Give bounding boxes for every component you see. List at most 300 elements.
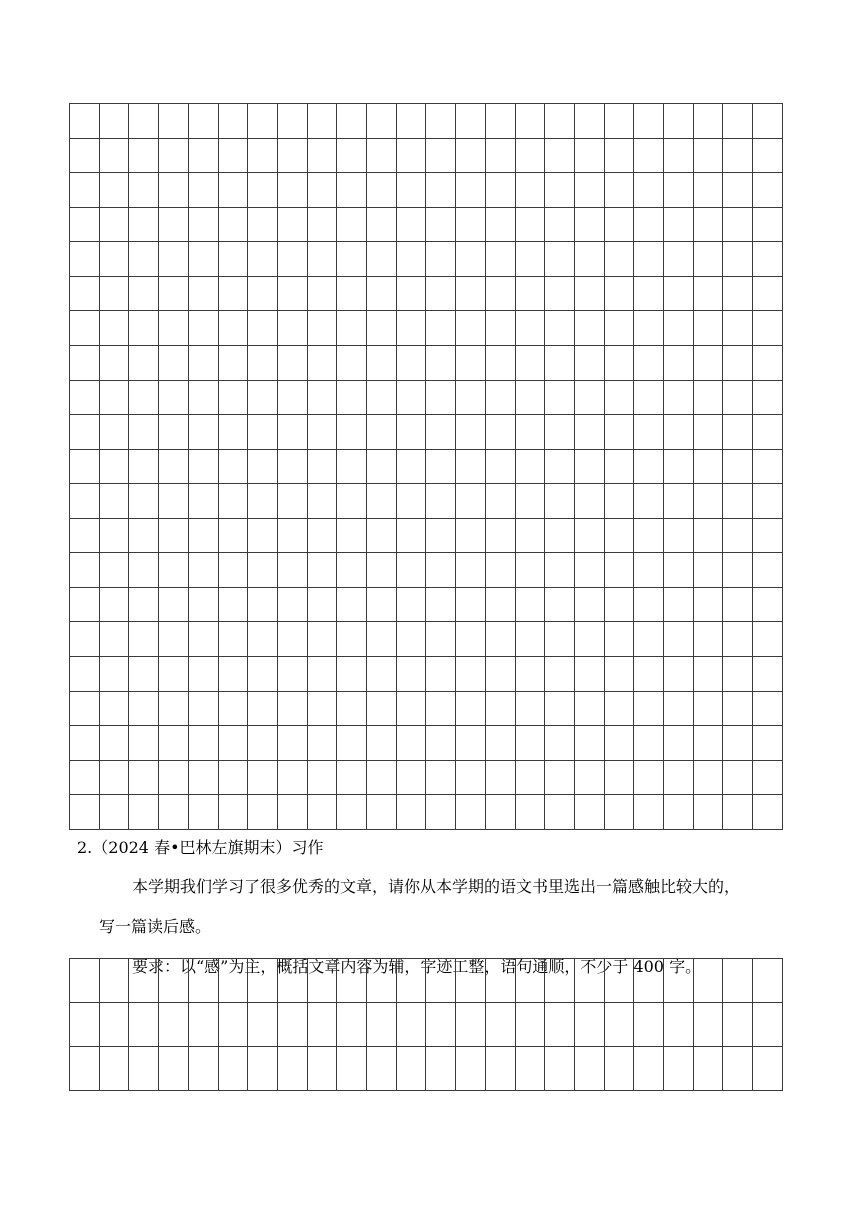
grid-cell [218, 795, 248, 830]
grid-cell [188, 380, 218, 415]
grid-cell [277, 1047, 307, 1091]
grid-cell [693, 726, 723, 761]
grid-cell [753, 138, 783, 173]
grid-cell [129, 622, 159, 657]
grid-cell [634, 345, 664, 380]
grid-cell [188, 691, 218, 726]
grid-cell [218, 1003, 248, 1047]
grid-cell [485, 242, 515, 277]
grid-cell [129, 959, 159, 1003]
grid-row [70, 587, 783, 622]
grid-cell [129, 449, 159, 484]
grid-row [70, 1047, 783, 1091]
grid-row [70, 276, 783, 311]
grid-cell [129, 484, 159, 519]
grid-cell [307, 959, 337, 1003]
grid-cell [70, 311, 100, 346]
grid-cell [426, 760, 456, 795]
grid-cell [753, 657, 783, 692]
grid-cell [70, 657, 100, 692]
grid-cell [693, 311, 723, 346]
grid-cell [515, 311, 545, 346]
grid-cell [574, 415, 604, 450]
grid-cell [248, 1003, 278, 1047]
grid-cell [664, 587, 694, 622]
grid-cell [456, 138, 486, 173]
grid-cell [604, 242, 634, 277]
grid-cell [456, 484, 486, 519]
grid-cell [664, 276, 694, 311]
grid-cell [515, 553, 545, 588]
grid-cell [693, 587, 723, 622]
question-prompt-line-2: 写一篇读后感。 [99, 917, 212, 936]
grid-cell [218, 138, 248, 173]
grid-cell [693, 449, 723, 484]
grid-cell [367, 380, 397, 415]
grid-cell [485, 587, 515, 622]
grid-cell [456, 276, 486, 311]
grid-cell [485, 380, 515, 415]
grid-cell [396, 484, 426, 519]
grid-cell [723, 553, 753, 588]
grid-cell [70, 173, 100, 208]
grid-cell [277, 691, 307, 726]
grid-cell [337, 657, 367, 692]
grid-cell [396, 726, 426, 761]
grid-cell [70, 345, 100, 380]
grid-row [70, 726, 783, 761]
grid-cell [188, 959, 218, 1003]
grid-cell [545, 518, 575, 553]
grid-cell [574, 657, 604, 692]
grid-cell [277, 726, 307, 761]
grid-cell [574, 959, 604, 1003]
grid-cell [456, 760, 486, 795]
grid-row [70, 484, 783, 519]
grid-cell [753, 276, 783, 311]
grid-cell [664, 760, 694, 795]
grid-cell [70, 449, 100, 484]
grid-cell [604, 345, 634, 380]
grid-cell [604, 415, 634, 450]
grid-cell [426, 311, 456, 346]
grid-cell [188, 415, 218, 450]
grid-cell [574, 380, 604, 415]
grid-cell [337, 587, 367, 622]
grid-cell [367, 138, 397, 173]
grid-cell [515, 1047, 545, 1091]
grid-cell [426, 207, 456, 242]
grid-row [70, 449, 783, 484]
grid-cell [70, 207, 100, 242]
grid-cell [753, 587, 783, 622]
grid-cell [70, 1003, 100, 1047]
grid-cell [188, 1003, 218, 1047]
grid-cell [396, 104, 426, 139]
grid-cell [634, 959, 664, 1003]
grid-cell [129, 173, 159, 208]
grid-cell [723, 795, 753, 830]
grid-cell [515, 726, 545, 761]
grid-cell [426, 276, 456, 311]
grid-cell [218, 380, 248, 415]
grid-cell [277, 959, 307, 1003]
grid-cell [574, 726, 604, 761]
grid-cell [664, 622, 694, 657]
grid-cell [99, 587, 129, 622]
grid-cell [426, 104, 456, 139]
grid-cell [129, 587, 159, 622]
grid-cell [307, 1047, 337, 1091]
grid-cell [723, 345, 753, 380]
grid-cell [664, 518, 694, 553]
grid-cell [99, 795, 129, 830]
grid-cell [485, 1047, 515, 1091]
grid-cell [515, 104, 545, 139]
grid-cell [248, 484, 278, 519]
grid-cell [277, 587, 307, 622]
grid-cell [723, 104, 753, 139]
grid-cell [664, 657, 694, 692]
grid-cell [218, 242, 248, 277]
grid-cell [99, 415, 129, 450]
grid-cell [337, 726, 367, 761]
grid-cell [545, 760, 575, 795]
grid-row [70, 345, 783, 380]
grid-cell [664, 104, 694, 139]
grid-cell [456, 1003, 486, 1047]
grid-cell [515, 415, 545, 450]
grid-cell [634, 242, 664, 277]
grid-cell [604, 104, 634, 139]
grid-cell [396, 795, 426, 830]
grid-row [70, 1003, 783, 1047]
grid-cell [723, 622, 753, 657]
grid-cell [159, 726, 189, 761]
grid-cell [367, 553, 397, 588]
grid-cell [634, 449, 664, 484]
grid-cell [723, 242, 753, 277]
grid-cell [307, 138, 337, 173]
grid-cell [188, 207, 218, 242]
grid-row [70, 691, 783, 726]
grid-cell [307, 484, 337, 519]
grid-cell [426, 657, 456, 692]
grid-cell [396, 415, 426, 450]
grid-cell [456, 104, 486, 139]
grid-cell [129, 138, 159, 173]
grid-cell [277, 622, 307, 657]
grid-cell [545, 959, 575, 1003]
grid-cell [426, 1003, 456, 1047]
grid-cell [693, 1003, 723, 1047]
grid-cell [396, 173, 426, 208]
grid-cell [545, 415, 575, 450]
grid-cell [396, 587, 426, 622]
grid-cell [218, 657, 248, 692]
grid-cell [99, 449, 129, 484]
grid-row [70, 657, 783, 692]
grid-cell [693, 622, 723, 657]
grid-cell [604, 795, 634, 830]
grid-cell [367, 795, 397, 830]
grid-cell [634, 760, 664, 795]
grid-cell [99, 518, 129, 553]
grid-cell [515, 1003, 545, 1047]
grid-cell [664, 959, 694, 1003]
grid-cell [396, 1003, 426, 1047]
grid-cell [248, 795, 278, 830]
grid-cell [188, 622, 218, 657]
grid-cell [664, 415, 694, 450]
grid-cell [634, 691, 664, 726]
grid-cell [485, 449, 515, 484]
grid-cell [307, 553, 337, 588]
grid-cell [159, 587, 189, 622]
grid-cell [367, 760, 397, 795]
grid-cell [307, 311, 337, 346]
grid-cell [129, 345, 159, 380]
grid-cell [753, 795, 783, 830]
grid-cell [456, 795, 486, 830]
grid-cell [723, 173, 753, 208]
grid-cell [456, 242, 486, 277]
grid-cell [634, 587, 664, 622]
grid-cell [456, 959, 486, 1003]
grid-cell [426, 484, 456, 519]
grid-cell [129, 1047, 159, 1091]
grid-cell [456, 587, 486, 622]
grid-cell [248, 587, 278, 622]
grid-cell [277, 345, 307, 380]
grid-cell [426, 622, 456, 657]
grid-cell [545, 138, 575, 173]
grid-cell [218, 518, 248, 553]
grid-cell [248, 959, 278, 1003]
grid-cell [248, 657, 278, 692]
grid-cell [129, 553, 159, 588]
grid-cell [367, 242, 397, 277]
grid-cell [604, 380, 634, 415]
grid-cell [693, 345, 723, 380]
grid-cell [693, 242, 723, 277]
grid-cell [188, 726, 218, 761]
grid-cell [456, 657, 486, 692]
grid-row [70, 311, 783, 346]
grid-cell [159, 276, 189, 311]
grid-cell [99, 138, 129, 173]
grid-cell [218, 1047, 248, 1091]
grid-cell [248, 276, 278, 311]
grid-cell [574, 760, 604, 795]
grid-cell [367, 276, 397, 311]
grid-cell [426, 1047, 456, 1091]
grid-cell [693, 795, 723, 830]
grid-cell [723, 138, 753, 173]
grid-cell [396, 345, 426, 380]
grid-cell [396, 138, 426, 173]
grid-cell [367, 311, 397, 346]
grid-cell [307, 415, 337, 450]
grid-cell [129, 415, 159, 450]
grid-cell [277, 760, 307, 795]
grid-cell [693, 104, 723, 139]
grid-cell [248, 207, 278, 242]
grid-cell [129, 242, 159, 277]
grid-cell [664, 553, 694, 588]
grid-cell [307, 345, 337, 380]
grid-cell [396, 242, 426, 277]
grid-cell [545, 1047, 575, 1091]
grid-cell [337, 484, 367, 519]
grid-cell [485, 959, 515, 1003]
grid-cell [248, 553, 278, 588]
grid-cell [99, 959, 129, 1003]
grid-cell [129, 380, 159, 415]
grid-cell [485, 657, 515, 692]
grid-cell [337, 415, 367, 450]
grid-cell [159, 138, 189, 173]
grid-cell [218, 104, 248, 139]
grid-cell [485, 760, 515, 795]
grid-cell [574, 553, 604, 588]
grid-cell [159, 380, 189, 415]
grid-cell [753, 1003, 783, 1047]
grid-cell [574, 795, 604, 830]
grid-cell [159, 760, 189, 795]
grid-cell [218, 553, 248, 588]
grid-cell [307, 449, 337, 484]
grid-cell [426, 138, 456, 173]
grid-cell [188, 760, 218, 795]
grid-row [70, 622, 783, 657]
grid-cell [129, 726, 159, 761]
grid-cell [367, 345, 397, 380]
grid-cell [545, 242, 575, 277]
grid-cell [574, 138, 604, 173]
grid-cell [634, 1047, 664, 1091]
grid-cell [70, 587, 100, 622]
grid-cell [129, 311, 159, 346]
grid-cell [485, 726, 515, 761]
grid-row [70, 380, 783, 415]
grid-cell [545, 1003, 575, 1047]
grid-cell [129, 1003, 159, 1047]
grid-row [70, 518, 783, 553]
grid-cell [396, 380, 426, 415]
grid-cell [723, 726, 753, 761]
grid-cell [99, 104, 129, 139]
grid-cell [337, 311, 367, 346]
grid-cell [604, 760, 634, 795]
grid-cell [693, 276, 723, 311]
grid-cell [367, 449, 397, 484]
grid-cell [277, 518, 307, 553]
grid-cell [367, 104, 397, 139]
grid-cell [485, 345, 515, 380]
grid-cell [515, 276, 545, 311]
grid-cell [129, 518, 159, 553]
grid-cell [218, 415, 248, 450]
grid-cell [277, 449, 307, 484]
grid-cell [545, 345, 575, 380]
grid-cell [634, 622, 664, 657]
grid-cell [218, 207, 248, 242]
grid-cell [693, 691, 723, 726]
grid-cell [159, 1003, 189, 1047]
grid-cell [396, 449, 426, 484]
grid-cell [753, 1047, 783, 1091]
grid-cell [367, 1047, 397, 1091]
grid-cell [574, 311, 604, 346]
grid-cell [485, 276, 515, 311]
grid-row [70, 553, 783, 588]
grid-cell [367, 518, 397, 553]
grid-cell [723, 484, 753, 519]
grid-cell [248, 1047, 278, 1091]
grid-cell [70, 138, 100, 173]
grid-cell [337, 553, 367, 588]
grid-cell [634, 276, 664, 311]
grid-cell [337, 242, 367, 277]
grid-cell [248, 311, 278, 346]
grid-cell [99, 553, 129, 588]
grid-cell [515, 449, 545, 484]
grid-cell [753, 104, 783, 139]
grid-cell [396, 622, 426, 657]
grid-cell [574, 449, 604, 484]
grid-cell [515, 380, 545, 415]
grid-cell [723, 657, 753, 692]
grid-cell [188, 138, 218, 173]
grid-cell [485, 622, 515, 657]
grid-cell [515, 242, 545, 277]
grid-cell [337, 795, 367, 830]
grid-cell [426, 345, 456, 380]
grid-cell [574, 587, 604, 622]
grid-cell [159, 484, 189, 519]
grid-cell [367, 484, 397, 519]
grid-cell [723, 1003, 753, 1047]
grid-cell [545, 553, 575, 588]
grid-cell [664, 311, 694, 346]
grid-cell [248, 104, 278, 139]
grid-cell [485, 518, 515, 553]
grid-cell [99, 1047, 129, 1091]
grid-cell [159, 1047, 189, 1091]
grid-cell [99, 657, 129, 692]
grid-cell [426, 795, 456, 830]
grid-cell [664, 795, 694, 830]
grid-cell [753, 449, 783, 484]
grid-cell [307, 795, 337, 830]
grid-cell [753, 760, 783, 795]
question-requirement: 要求：以“感”为主，概括文章内容为辅，字迹工整，语句通顺，不少于 400 字。 [132, 957, 702, 976]
grid-cell [693, 518, 723, 553]
grid-cell [545, 104, 575, 139]
grid-cell [723, 311, 753, 346]
grid-cell [485, 104, 515, 139]
writing-grid-top [69, 103, 783, 830]
grid-cell [545, 380, 575, 415]
grid-cell [307, 380, 337, 415]
grid-cell [426, 726, 456, 761]
grid-cell [545, 276, 575, 311]
grid-cell [426, 518, 456, 553]
grid-cell [574, 691, 604, 726]
grid-cell [545, 311, 575, 346]
grid-cell [99, 622, 129, 657]
